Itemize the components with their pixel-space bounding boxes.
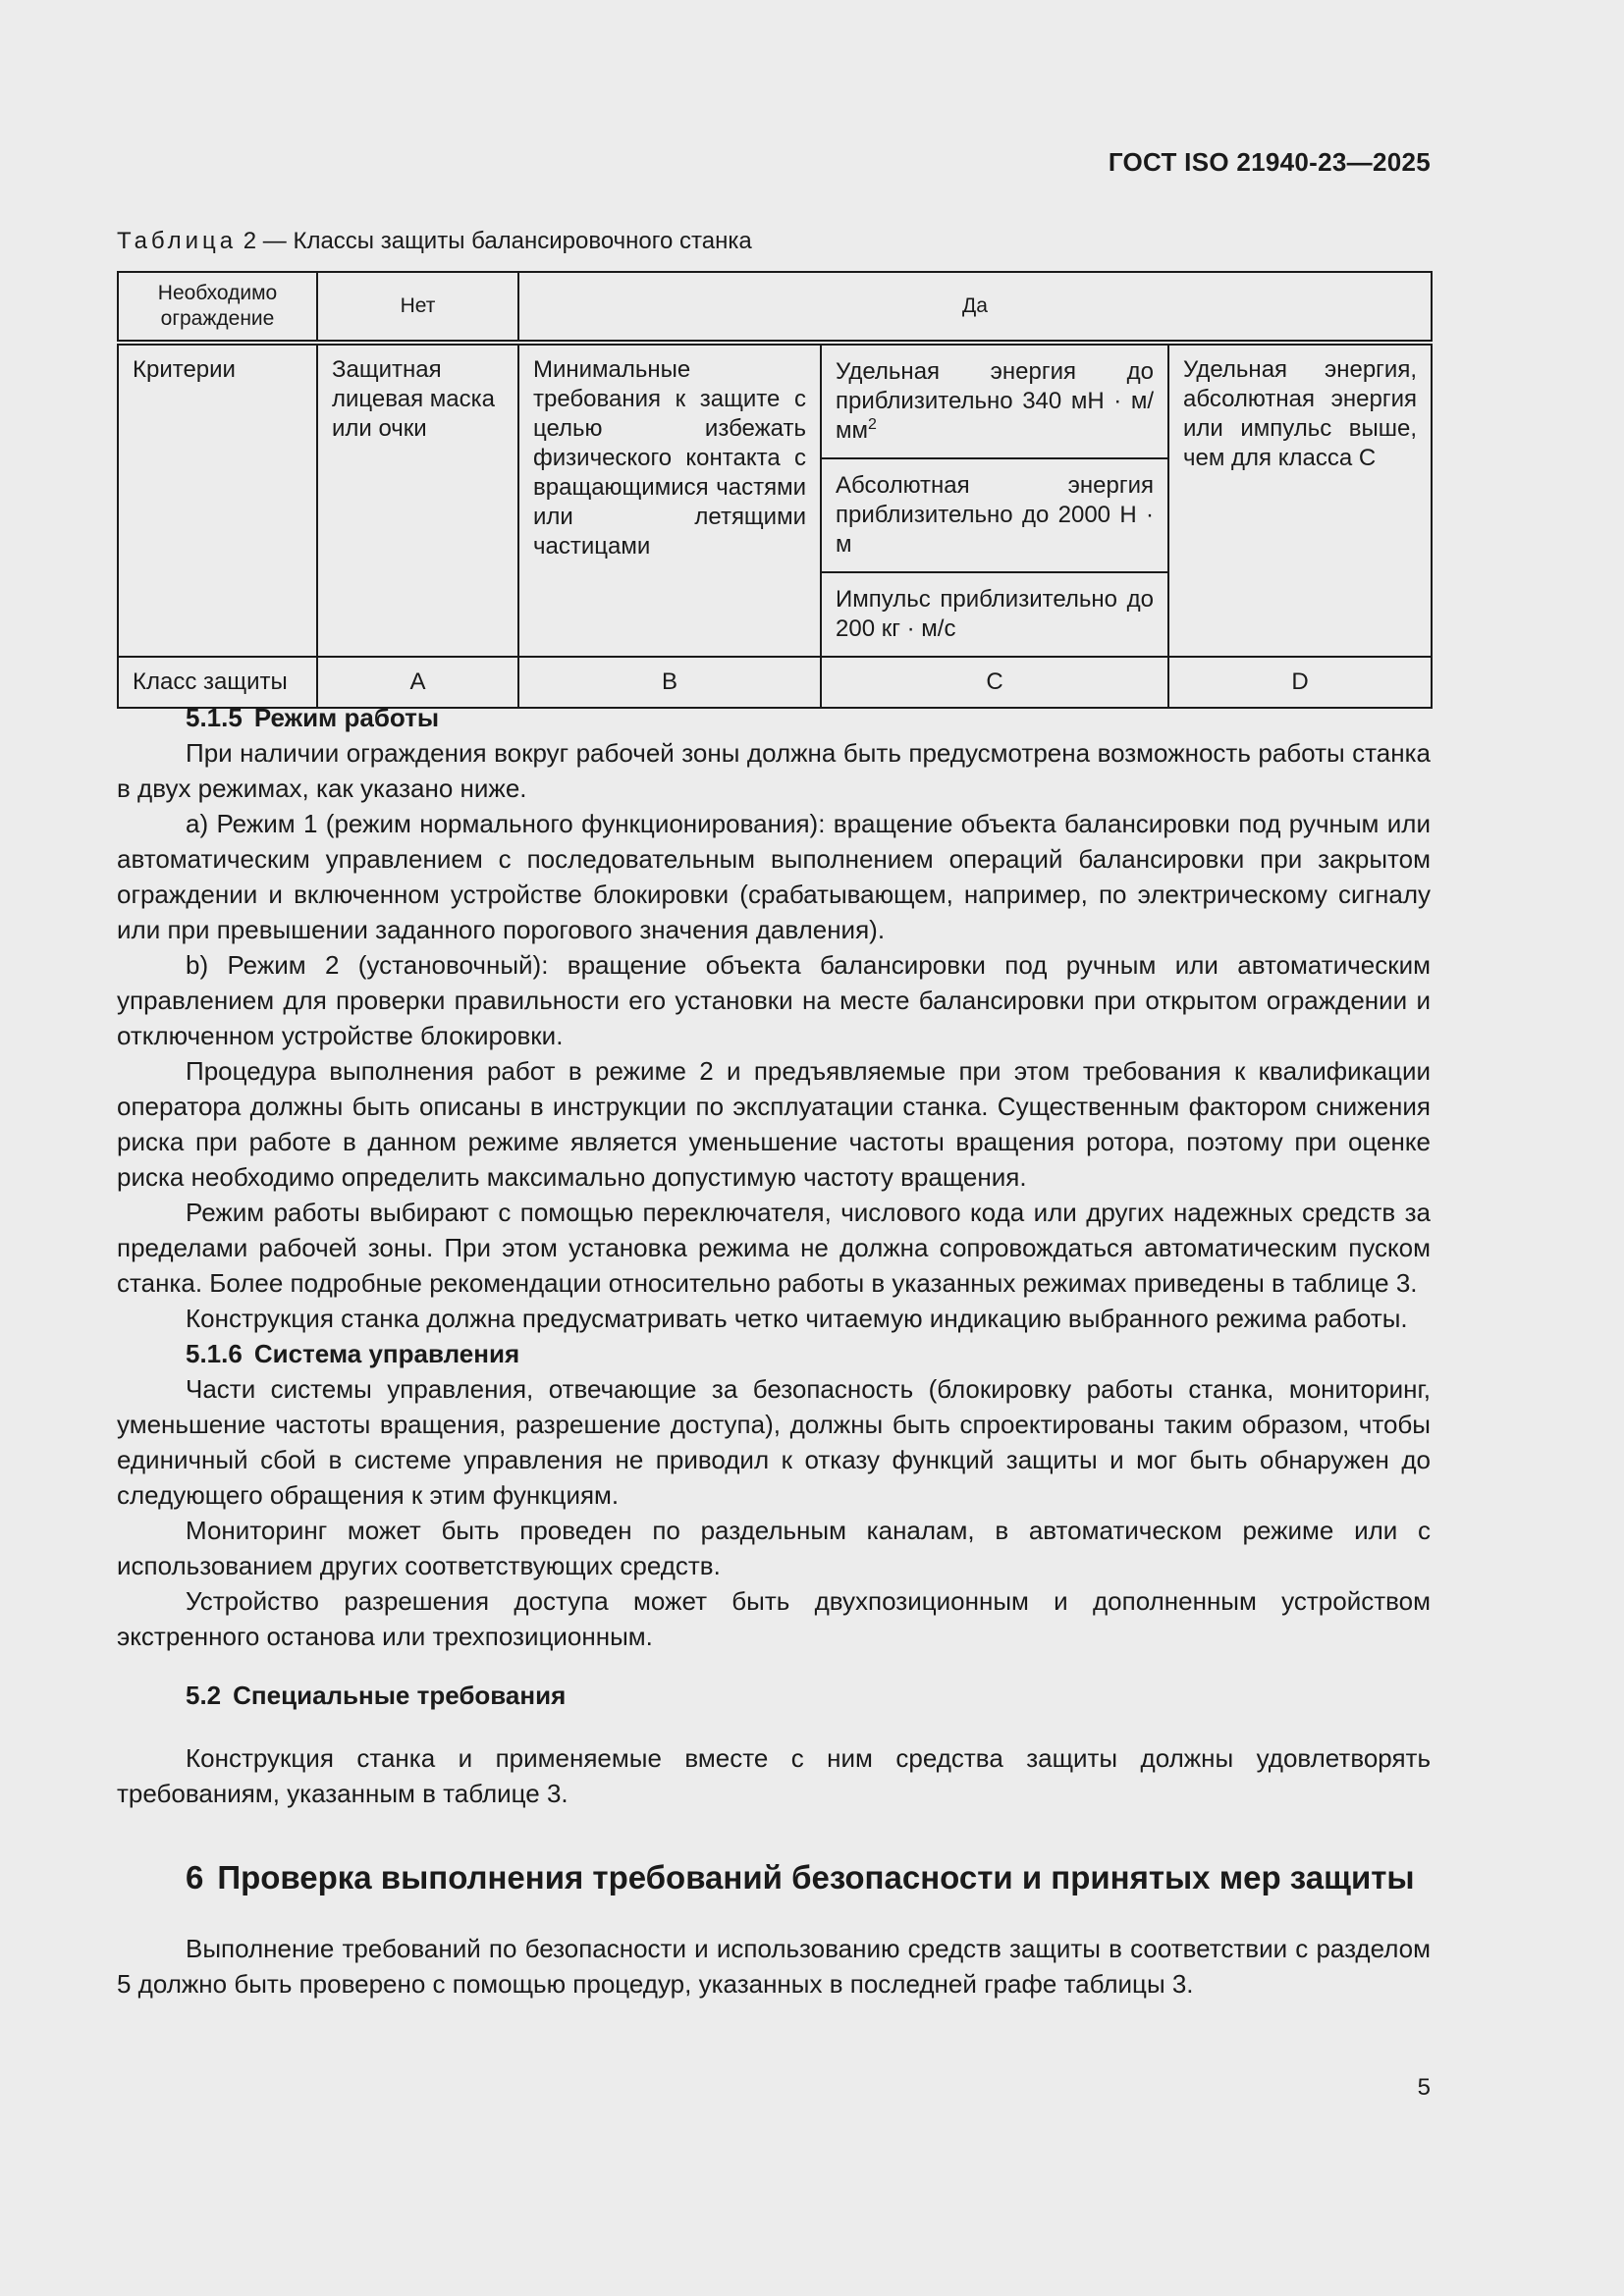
paragraph-mode-1: a) Режим 1 (режим нормального функционирования): вращение объекта балансировки под ручным или автоматическим управлением с последовательным выполнением операций балансировки при закрытом ограждении и включенном устройстве блокировки (срабатывающем, например, по электрическому сигналу или при превышении заданного порогового значения давления). xyxy=(117,809,1431,944)
paragraph-mode-2: b) Режим 2 (установочный): вращение объекта балансировки под ручным или автоматическим управлением для проверки правильности его установки на месте балансировки при открытом ограждении и отключенном устройстве блокировки. xyxy=(117,950,1431,1050)
section-title: Специальные требования xyxy=(233,1681,567,1710)
section-title: Система управления xyxy=(253,1339,520,1368)
table-head-row xyxy=(118,272,1432,343)
criteria-row xyxy=(118,343,1432,458)
paragraph: Процедура выполнения работ в режиме 2 и предъявляемые при этом требования к квалификации оператора должны быть описаны в инструкции по эксплуатации станка. Существенным фактором снижения риска при работе в данном режиме является уменьшение частоты вращения ротора, поэтому при оценке риска необходимо определить максимально допустимую частоту вращения. xyxy=(117,1056,1431,1192)
section-6-heading xyxy=(117,1858,1431,1897)
criteria-c1-text: Удельная энергия до приблизительно 340 мН · м/мм xyxy=(836,358,1154,444)
paragraph: Конструкция станка и применяемые вместе с ним средства защиты должны удовлетворять требованиям, указанным в таблице 3. xyxy=(117,1743,1431,1808)
paragraph: Выполнение требований по безопасности и использованию средств защиты в соответствии с разделом 5 должно быть проверено с помощью процедур, указанных в последней графе таблицы 3. xyxy=(117,1934,1431,1999)
section-5-1-5-heading xyxy=(117,700,1431,735)
head-guard-required: Необходимо ограждение xyxy=(118,272,317,343)
class-d: D xyxy=(1168,657,1432,708)
paragraph: При наличии ограждения вокруг рабочей зоны должна быть предусмотрена возможность работы станка в двух режимах, как указано ниже. xyxy=(117,738,1431,803)
section-title: Режим работы xyxy=(253,703,440,732)
table-caption-word: Таблица xyxy=(117,228,238,254)
paragraph: Мониторинг может быть проведен по раздельным каналам, в автоматическом режиме или с использованием других соответствующих средств. xyxy=(117,1516,1431,1580)
class-b: B xyxy=(518,657,821,708)
paragraph: Конструкция станка должна предусматривать четко читаемую индикацию выбранного режима работы. xyxy=(186,1304,1408,1333)
head-no: Нет xyxy=(317,272,518,343)
class-a: A xyxy=(317,657,518,708)
paragraph: Устройство разрешения доступа может быть двухпозиционным и дополненным устройством экстренного останова или трехпозиционным. xyxy=(117,1586,1431,1651)
criteria-label: Критерии xyxy=(118,343,317,657)
section-5-2-heading xyxy=(117,1678,1431,1713)
class-label: Класс защиты xyxy=(118,657,317,708)
section-number: 6 xyxy=(186,1859,204,1896)
table-caption-text: 2 — Классы защиты балансировочного станка xyxy=(237,228,752,254)
section-title: Проверка выполнения требований безопасности и принятых мер защиты xyxy=(217,1859,1415,1896)
criteria-class-c-impulse: Импульс приблизительно до 200 кг · м/с xyxy=(821,572,1168,657)
criteria-c1-superscript: 2 xyxy=(868,416,877,433)
class-c: C xyxy=(821,657,1168,708)
page-number: 5 xyxy=(1417,2074,1431,2101)
paragraph: Режим работы выбирают с помощью переключателя, числового кода или других надежных средств за пределами рабочей зоны. При этом установка режима не должна сопровождаться автоматическим пуском станка. Более подробные рекомендации относительно работы в указанных режимах приведены в таблице 3. xyxy=(117,1198,1431,1298)
document-code: ГОСТ ISO 21940-23—2025 xyxy=(1108,147,1431,177)
criteria-class-b: Минимальные требования к защите с целью избежать физического контакта с вращающимися частями или летящими частицами xyxy=(518,343,821,657)
table-caption xyxy=(117,228,752,255)
section-number: 5.1.6 xyxy=(186,1339,243,1368)
protection-classes-table xyxy=(117,271,1433,709)
criteria-class-d: Удельная энергия, абсолютная энергия или импульс выше, чем для класса С xyxy=(1168,343,1432,657)
section-number: 5.1.5 xyxy=(186,703,243,732)
body-text xyxy=(117,700,1431,2002)
criteria-class-a: Защитная лицевая маска или очки xyxy=(317,343,518,657)
section-5-1-6-heading xyxy=(117,1336,1431,1371)
section-number: 5.2 xyxy=(186,1681,222,1710)
criteria-class-c-absolute-energy: Абсолютная энергия приблизительно до 2000 Н · м xyxy=(821,458,1168,572)
paragraph: Части системы управления, отвечающие за безопасность (блокировку работы станка, мониторинг, уменьшение частоты вращения, разрешение доступа), должны быть спроектированы таким образом, чтобы единичный сбой в системе управления не приводил к отказу функций защиты и мог быть обнаружен до следующего обращения к этим функциям. xyxy=(117,1374,1431,1510)
head-yes: Да xyxy=(518,272,1432,343)
criteria-class-c-specific-energy xyxy=(821,343,1168,458)
